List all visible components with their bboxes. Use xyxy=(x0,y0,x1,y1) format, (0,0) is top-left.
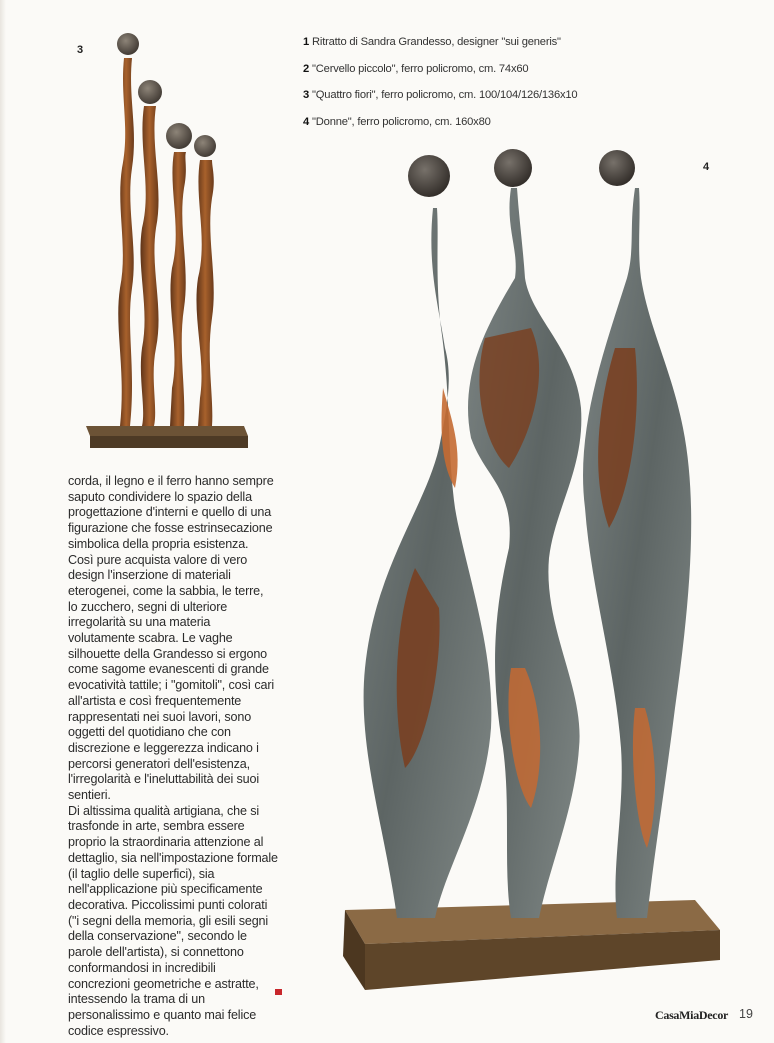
sculpture-4-ball-middle xyxy=(494,149,532,187)
body-line: percorsi generatori dell'esistenza, xyxy=(68,756,250,771)
sculpture-3-ball-1 xyxy=(117,33,139,55)
sculpture-3-stem-1 xyxy=(118,58,134,426)
body-line: rappresentati nei suoi lavori, sono xyxy=(68,709,252,724)
body-line: (il taglio delle superfici), sia xyxy=(68,866,215,881)
body-line: evocatività tattile; i "gomitoli", così cari xyxy=(68,678,275,693)
body-line: design l'inserzione di materiali xyxy=(68,568,231,583)
body-line: intessendo la trama di un xyxy=(68,992,205,1007)
sculpture-3-stem-3 xyxy=(170,152,186,426)
body-line: volutamente scabra. Le vaghe xyxy=(68,631,233,646)
body-line: proprio la straordinaria attenzione al xyxy=(68,835,264,850)
figure-label-4: 4 xyxy=(703,161,710,173)
magazine-brand: CasaMiaDecor xyxy=(655,1008,729,1022)
sculpture-quattro-fiori-photo xyxy=(80,28,252,452)
body-line: come sagome evanescenti di grande xyxy=(68,662,269,677)
body-line: irregolarità su una materia xyxy=(68,615,211,630)
body-line: oggetti del quotidiano che con xyxy=(68,725,231,740)
body-line: progettazione d'interni e quello di una xyxy=(68,505,272,520)
body-line: concrezioni geometriche e astratte, xyxy=(68,976,259,991)
caption-list xyxy=(303,36,683,142)
body-line: eterogenei, come la sabbia, le terre, xyxy=(68,583,264,598)
article-body xyxy=(68,474,286,1039)
sculpture-4-ball-left xyxy=(408,155,450,197)
figure-label-3: 3 xyxy=(77,44,84,56)
body-line: figurazione che fosse estrinsecazione xyxy=(68,521,273,536)
sculpture-4-ball-right xyxy=(599,150,635,186)
body-line: codice espressivo. xyxy=(68,1023,169,1038)
body-line: discrezione e leggerezza indicano i xyxy=(68,740,259,755)
body-line: l'irregolarità e l'ineluttabilità dei suoi xyxy=(68,772,260,787)
body-line: all'artista e così frequentemente xyxy=(68,693,242,708)
body-line: silhouette della Grandesso si ergono xyxy=(68,646,268,661)
body-line: dettaglio, sia nell'impostazione formale xyxy=(68,850,278,865)
body-line: simbolica della propria esistenza. xyxy=(68,536,249,551)
body-line: conformandosi in incredibili xyxy=(68,960,216,975)
caption-3: 3 "Quattro fiori", ferro policromo, cm. 100/104/126/136x10 xyxy=(303,89,578,101)
caption-4: 4 "Donne", ferro policromo, cm. 160x80 xyxy=(303,115,491,128)
body-line: Così pure acquista valore di vero xyxy=(68,552,248,567)
page-number: 19 xyxy=(739,1007,753,1021)
sculpture-4-figure-middle xyxy=(468,188,581,918)
caption-2: 2 "Cervello piccolo", ferro policromo, cm. 74x60 xyxy=(303,62,529,75)
body-line: personalissimo e quanto mai felice xyxy=(68,1007,257,1022)
caption-1: 1 Ritratto di Sandra Grandesso, designer "sui generis" xyxy=(303,36,561,48)
body-line: decorativa. Piccolissimi punti colorati xyxy=(68,897,268,912)
article-end-mark-icon xyxy=(275,989,282,995)
body-line: saputo condividere lo spazio della xyxy=(68,489,252,504)
sculpture-donne-photo xyxy=(335,148,730,993)
sculpture-3-stem-2 xyxy=(140,106,158,426)
sculpture-3-base-front xyxy=(90,436,248,448)
sculpture-3-stem-4 xyxy=(196,160,213,426)
body-line: sentieri. xyxy=(68,788,111,803)
sculpture-3-ball-3 xyxy=(166,123,192,149)
sculpture-3-base-top xyxy=(86,426,248,436)
body-line: trasfonde in arte, sembra essere xyxy=(68,819,245,834)
sculpture-3-ball-2 xyxy=(138,80,162,104)
body-line: Di altissima qualità artigiana, che si xyxy=(68,803,259,818)
body-line: corda, il legno e il ferro hanno sempre xyxy=(68,474,274,488)
scan-edge-shadow xyxy=(0,0,6,1043)
body-line: nell'applicazione più specificamente xyxy=(68,882,263,897)
sculpture-3-ball-4 xyxy=(194,135,216,157)
body-line: parole dell'artista), si connettono xyxy=(68,945,244,960)
body-line: della conservazione", secondo le xyxy=(68,929,247,944)
body-line: lo zucchero, segni di ulteriore xyxy=(68,599,228,614)
sculpture-4-figure-left xyxy=(364,208,492,918)
sculpture-4-figure-right xyxy=(583,188,691,918)
body-line: ("i segni della memoria, gli esili segni xyxy=(68,913,269,928)
